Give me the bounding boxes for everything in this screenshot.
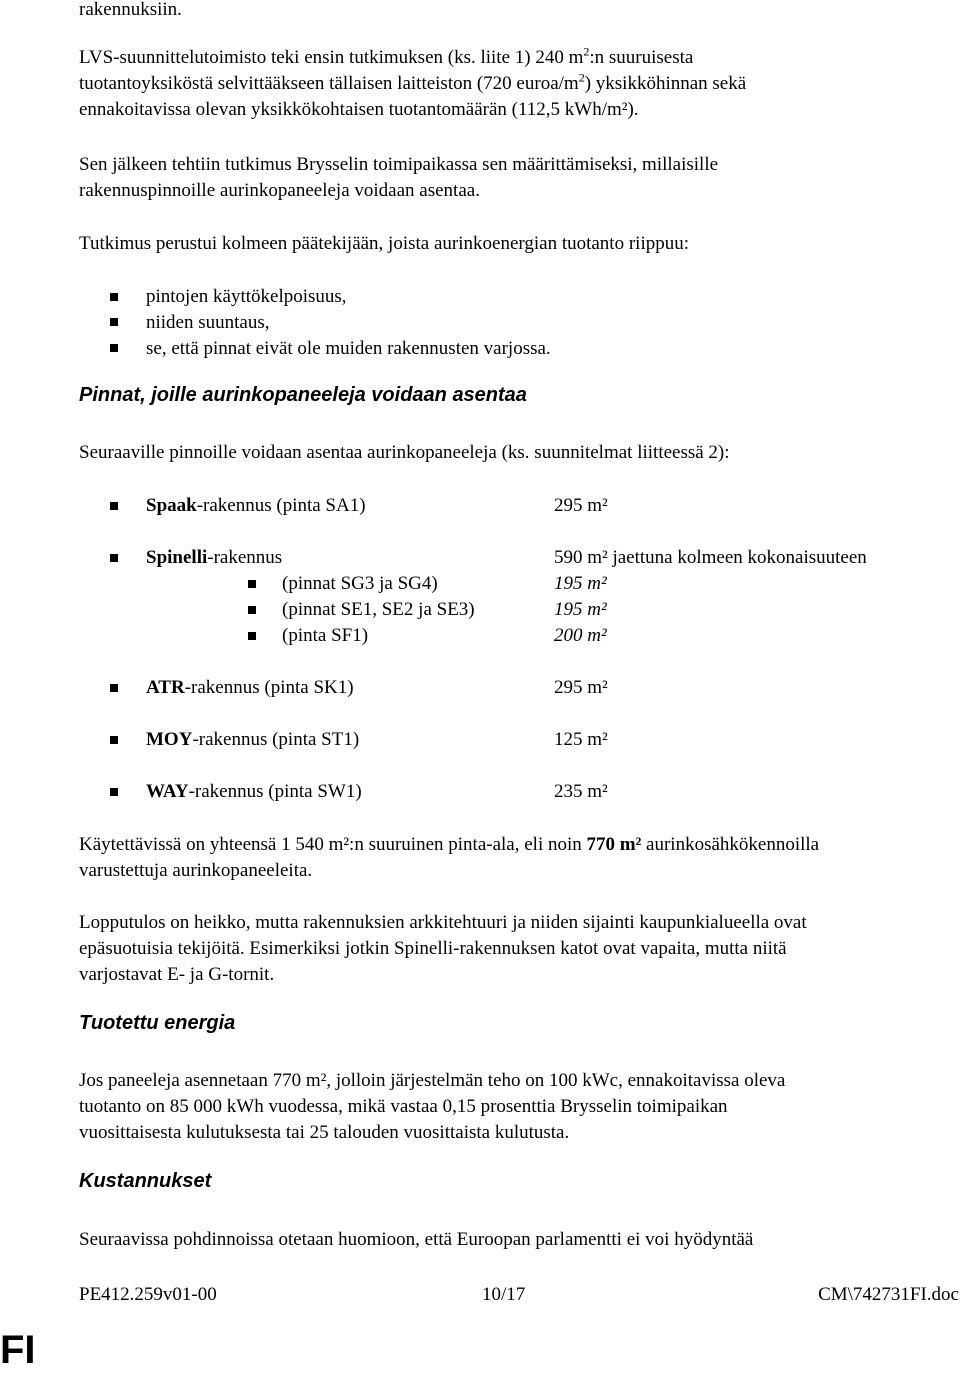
bullet-icon bbox=[110, 554, 118, 562]
text-line: vuosittaisesta kulutuksesta tai 25 talouden vuosittaista kulutusta. bbox=[79, 1122, 570, 1143]
bullet-icon bbox=[110, 293, 118, 301]
text-line: varustettuja aurinkopaneeleita. bbox=[79, 860, 313, 881]
sub-surface: (pinta SF1) bbox=[282, 625, 369, 646]
list-item: se, että pinnat eivät ole muiden rakennusten varjossa. bbox=[146, 338, 551, 359]
footer-filename: CM\742731FI.doc bbox=[818, 1284, 959, 1305]
sub-surface: (pinnat SE1, SE2 ja SE3) bbox=[282, 599, 475, 620]
area-value: 200 m² bbox=[554, 625, 607, 646]
text-line: tuotantoyksiköstä selvittääkseen tällaisen laitteiston (720 euroa/$m^2$) yksikköhinnan sekä bbox=[79, 70, 747, 94]
building-atr: ATR-rakennus (pinta SK1) bbox=[146, 677, 354, 698]
building-way: WAY-rakennus (pinta SW1) bbox=[146, 781, 362, 802]
footer-reference: PE412.259v01-00 bbox=[79, 1284, 217, 1305]
area-value: 235 m² bbox=[554, 781, 608, 802]
text-line: Käytettävissä on yhteensä 1 540 m²:n suuruinen pinta-ala, eli noin 770 m² aurinkosähkökennoilla bbox=[79, 834, 820, 855]
list-item: niiden suuntaus, bbox=[146, 312, 270, 333]
area-value: 195 m² bbox=[554, 573, 607, 594]
building-spinelli: Spinelli-rakennus bbox=[146, 547, 283, 568]
text-line: LVS-suunnittelutoimisto teki ensin tutkimuksen (ks. liite 1) 240 $m^2:n$ suuruisesta bbox=[79, 44, 694, 68]
bullet-icon bbox=[110, 736, 118, 744]
area-value: 125 m² bbox=[554, 729, 608, 750]
text-line: ennakoitavissa olevan yksikkökohtaisen tuotantomäärän (112,5 kWh/m²). bbox=[79, 99, 639, 120]
study-paragraph bbox=[79, 152, 718, 204]
bullet-icon bbox=[110, 318, 118, 326]
footer-page-number: 10/17 bbox=[482, 1284, 526, 1305]
section-heading: Kustannukset bbox=[79, 1170, 212, 1192]
bullet-icon bbox=[110, 502, 118, 510]
building-moy: MOY-rakennus (pinta ST1) bbox=[146, 729, 360, 750]
surfaces-intro: Seuraaville pinnoille voidaan asentaa aurinkopaneeleja (ks. suunnitelmat liitteessä 2): bbox=[79, 442, 730, 463]
building-spaak: Spaak-rakennus (pinta SA1) bbox=[146, 495, 366, 516]
text-line: Lopputulos on heikko, mutta rakennuksien arkkitehtuuri ja niiden sijainti kaupunkialueella ovat bbox=[79, 912, 807, 933]
area-value: 590 m² jaettuna kolmeen kokonaisuuteen bbox=[554, 547, 867, 568]
section-heading: Pinnat, joille aurinkopaneeleja voidaan asentaa bbox=[79, 384, 527, 406]
text-line: tuotanto on 85 000 kWh vuodessa, mikä vastaa 0,15 prosenttia Brysselin toimipaikan bbox=[79, 1096, 728, 1117]
result-paragraph bbox=[79, 910, 807, 988]
bullet-icon bbox=[110, 344, 118, 352]
text-line: Sen jälkeen tehtiin tutkimus Brysselin toimipaikassa sen määrittämiseksi, millaisille bbox=[79, 154, 719, 175]
text-line: rakennuspinnoille aurinkopaneeleja voidaan asentaa. bbox=[79, 180, 480, 201]
bullet-icon bbox=[248, 580, 256, 588]
bullet-icon bbox=[248, 606, 256, 614]
text-line: varjostavat E- ja G-tornit. bbox=[79, 964, 275, 985]
intro-paragraph bbox=[79, 45, 746, 123]
area-value: 295 m² bbox=[554, 495, 608, 516]
area-value: 195 m² bbox=[554, 599, 607, 620]
bullet-icon bbox=[110, 788, 118, 796]
bullet-icon bbox=[248, 632, 256, 640]
costs-paragraph: Seuraavissa pohdinnoissa otetaan huomioon, että Euroopan parlamentti ei voi hyödyntää bbox=[79, 1229, 754, 1250]
bullet-icon bbox=[110, 684, 118, 692]
list-item: pintojen käyttökelpoisuus, bbox=[146, 286, 347, 307]
text-line: epäsuotuisia tekijöitä. Esimerkiksi jotkin Spinelli-rakennuksen katot ovat vapaita, mutta niitä bbox=[79, 938, 787, 959]
factors-intro: Tutkimus perustui kolmeen päätekijään, joista aurinkoenergian tuotanto riippuu: bbox=[79, 233, 690, 254]
energy-paragraph bbox=[79, 1068, 785, 1146]
total-paragraph bbox=[79, 832, 819, 884]
text-line: rakennuksiin. bbox=[79, 0, 182, 20]
section-heading: Tuotettu energia bbox=[79, 1012, 236, 1034]
area-value: 295 m² bbox=[554, 677, 608, 698]
text-line: Jos paneeleja asennetaan 770 m², jolloin järjestelmän teho on 100 kWc, ennakoitavissa oleva bbox=[79, 1070, 786, 1091]
sub-surface: (pinnat SG3 ja SG4) bbox=[282, 573, 438, 594]
language-label: FI bbox=[0, 1328, 36, 1372]
